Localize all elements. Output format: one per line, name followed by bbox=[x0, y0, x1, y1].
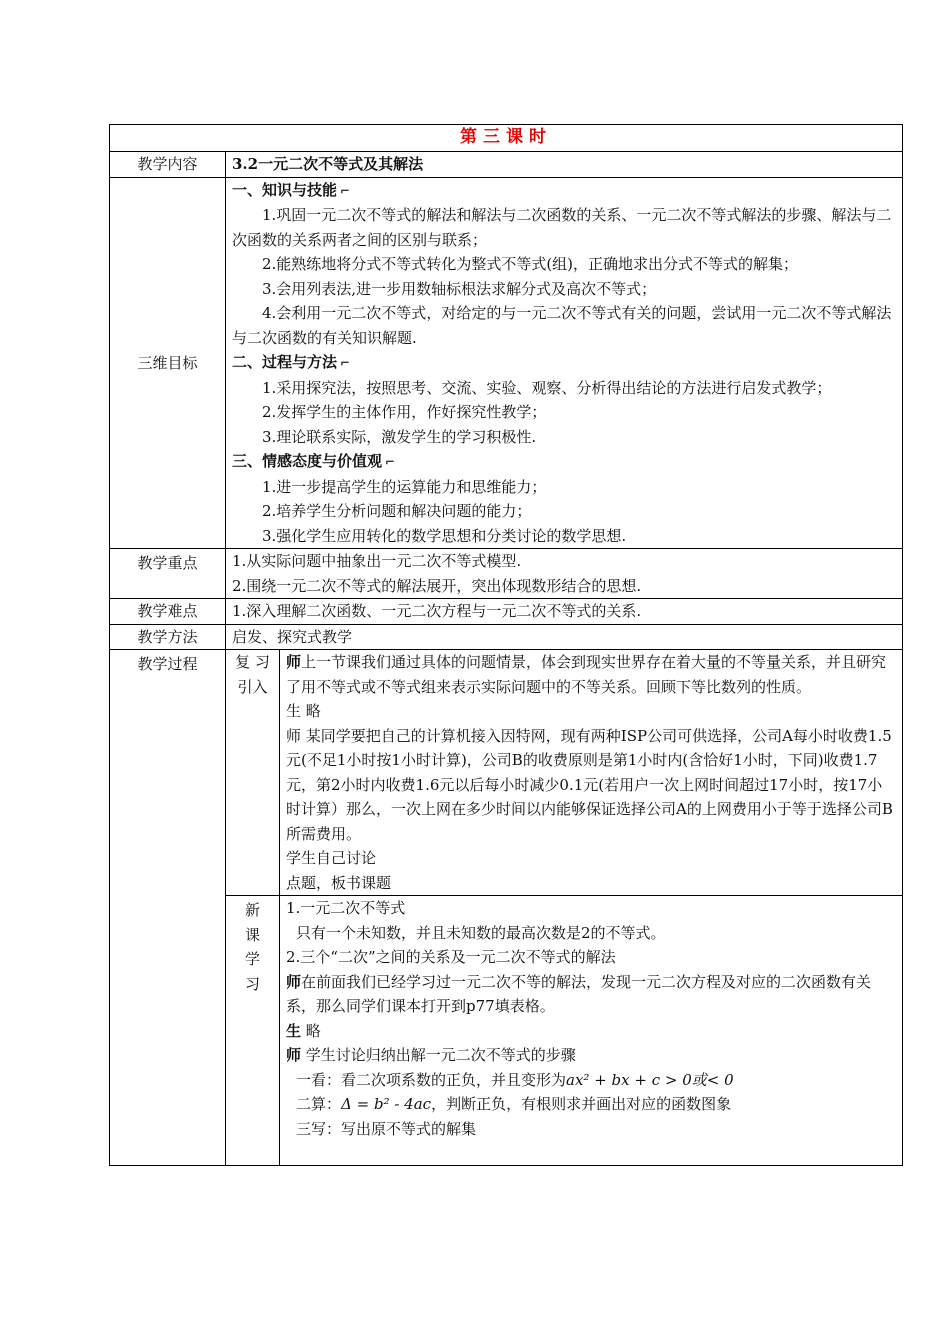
process-new-row bbox=[110, 896, 903, 1166]
difficulty-label: 教学难点 bbox=[110, 599, 226, 625]
goal-item: 1.进一步提高学生的运算能力和思维能力； bbox=[262, 477, 547, 496]
new-heading-1: 1.一元二次不等式 bbox=[286, 899, 406, 917]
review-student-1: 生 略 bbox=[286, 702, 321, 720]
key-point-item: 2.围绕一元二次不等式的解法展开，突出体现数形结合的思想. bbox=[232, 576, 642, 595]
new-teacher: 师在前面我们已经学习过一元二次不等的解法，发现一元二次方程及对应的二次函数有关系，那么同学们课本打开到p77填表格。 bbox=[286, 972, 872, 1015]
new-label-char: 习 bbox=[244, 974, 260, 993]
content-value: 3.2一元二次不等式及其解法 bbox=[226, 152, 903, 178]
content-row bbox=[110, 152, 903, 178]
key-points-row bbox=[110, 549, 903, 599]
review-body bbox=[280, 650, 903, 896]
new-label-char: 学 bbox=[244, 950, 260, 968]
key-points-label: 教学重点 bbox=[110, 549, 226, 599]
new-body bbox=[280, 896, 903, 1166]
new-label-char: 课 bbox=[244, 925, 260, 944]
review-label-line1: 复 习 bbox=[235, 653, 270, 671]
new-heading-2: 2.三个“二次”之间的关系及一元二次不等式的解法 bbox=[286, 948, 616, 966]
difficulty-value: 1.深入理解二次函数、一元二次方程与一元二次不等式的关系. bbox=[226, 599, 903, 625]
goal-item: 4.会利用一元二次不等式，对给定的与一元二次不等式有关的问题，尝试用一元二次不等式解法与二次函数的有关知识解题. bbox=[232, 304, 892, 347]
new-teacher-2: 师 学生讨论归纳出解一元二次不等式的步骤 bbox=[286, 1046, 576, 1064]
new-definition: 只有一个未知数，并且未知数的最高次数是2的不等式。 bbox=[296, 923, 666, 942]
step-3: 三写：写出原不等式的解集 bbox=[296, 1119, 477, 1138]
step-2-formula: Δ = b² - 4ac bbox=[341, 1095, 432, 1113]
step-1-formula: ax² + bx + c > 0或< 0 bbox=[566, 1070, 734, 1089]
lesson-plan-table bbox=[109, 124, 903, 1166]
key-points-body bbox=[226, 549, 903, 599]
goal-item: 3.会用列表法,进一步用数轴标根法求解分式及高次不等式； bbox=[262, 279, 657, 298]
review-label bbox=[226, 650, 280, 896]
goal-heading-attitude: 三、情感态度与价值观 ⌐ bbox=[232, 452, 396, 470]
lesson-plan-sheet bbox=[109, 124, 902, 1166]
process-review-row bbox=[110, 650, 903, 896]
goal-item: 1.采用探究法，按照思考、交流、实验、观察、分析得出结论的方法进行启发式教学； bbox=[262, 378, 832, 397]
goal-item: 3.强化学生应用转化的数学思想和分类讨论的数学思想. bbox=[262, 526, 627, 545]
difficulty-row bbox=[110, 599, 903, 625]
new-student: 生 略 bbox=[286, 1021, 321, 1040]
method-value: 启发、探究式教学 bbox=[226, 624, 903, 650]
title-row bbox=[110, 125, 903, 152]
goals-body bbox=[226, 177, 903, 549]
review-teacher-2: 师 某同学要把自己的计算机接入因特网，现有两种ISP公司可供选择，公司A每小时收费1.5元(不足1小时按1小时计算)，公司B的收费原则是第1小时内(含恰好1小时，下同)收费1.7元，第2小时内收费1.6元以后每小时减少0.1元(若用户一次上网时间超过17小时，按17小时计算）那么，一次上网在多少时间以内能够保证选择公司A的上网费用小于等于选择公司B所需费用。 bbox=[286, 726, 893, 843]
lesson-title: 第三课时 bbox=[110, 125, 903, 152]
review-teacher-1: 师上一节课我们通过具体的问题情景，体会到现实世界存在着大量的不等量关系，并且研究了用不等式或不等式组来表示实际问题中的不等关系。回顾下等比数列的性质。 bbox=[286, 653, 887, 696]
review-label-line2: 引入 bbox=[237, 677, 268, 696]
review-discuss: 学生自己讨论 bbox=[286, 849, 377, 867]
content-label: 教学内容 bbox=[110, 152, 226, 178]
key-point-item: 1.从实际问题中抽象出一元二次不等式模型. bbox=[232, 552, 522, 570]
method-label: 教学方法 bbox=[110, 624, 226, 650]
new-label bbox=[226, 896, 280, 1166]
step-2: 二算：Δ = b² - 4ac，判断正负，有根则求并画出对应的函数图象 bbox=[296, 1095, 732, 1113]
step-1: 一看：看二次项系数的正负，并且变形为ax² + bx + c > 0或< 0 bbox=[296, 1070, 734, 1089]
goal-item: 2.培养学生分析问题和解决问题的能力； bbox=[262, 502, 532, 520]
goal-item: 1.巩固一元二次不等式的解法和解法与二次函数的关系、一元二次不等式解法的步骤、解法与二次函数的关系两者之间的区别与联系； bbox=[232, 206, 892, 249]
goal-item: 3.理论联系实际，激发学生的学习积极性. bbox=[262, 427, 537, 446]
goals-label: 三维目标 bbox=[110, 177, 226, 549]
new-label-char: 新 bbox=[244, 901, 260, 919]
goal-heading-knowledge: 一、知识与技能 ⌐ bbox=[232, 180, 351, 199]
goal-item: 2.能熟练地将分式不等式转化为整式不等式(组)，正确地求出分式不等式的解集； bbox=[262, 255, 799, 273]
review-topic: 点题，板书课题 bbox=[286, 873, 392, 892]
goals-row bbox=[110, 177, 903, 549]
method-row bbox=[110, 624, 903, 650]
process-label: 教学过程 bbox=[110, 650, 226, 1166]
goal-heading-process: 二、过程与方法 ⌐ bbox=[232, 353, 351, 371]
goal-item: 2.发挥学生的主体作用，作好探究性教学； bbox=[262, 403, 547, 421]
